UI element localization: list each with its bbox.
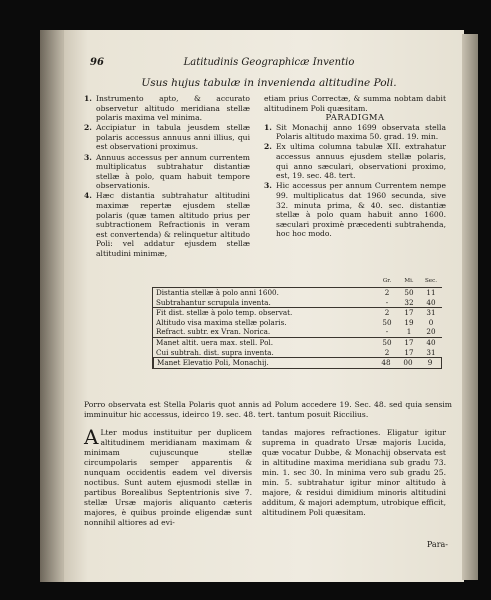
left-column	[84, 94, 250, 259]
porro-paragraph: Porro observata est Stella Polaris quot annis ad Polum accedere 19. Sec. 48. sed quia sensim imminuitur hic accessus, ideirco 19. sec. 48. tert. tantum posuit Riccilius.	[84, 400, 452, 419]
right-column	[264, 94, 446, 239]
right-intro: etiam prius Correctæ, & summa nobtam dabit altitudinem Poli quæsitam.	[264, 94, 446, 113]
table-row: Manet altit. uera max. stell. Pol. 50 17 40	[152, 337, 442, 348]
list-item: 2. Ex ultima columna tabulæ XII. extrahatur accessus annuus ejusdem stellæ polaris, qui anno sæculari, observationi proximo, est, 19. sec. 48. tert.	[264, 142, 446, 181]
running-title: Latitudinis Geographicæ Inventio	[183, 57, 355, 68]
catchword: Para-	[426, 540, 448, 549]
list-item: 4. Hæc distantia subtrahatur altitudini maximæ repertæ ejusdem stellæ polaris (quæ tamen altitudo prius per subtractionem Refractionis in veram est convertenda) & relinquetur altitudo Poli: vel addatur ejusdem stellæ altitudini minimæ,	[84, 191, 250, 258]
table-row-result: Manet Elevatio Poli, Monachij. 48 00 9	[152, 357, 442, 369]
section-title: Usus hujus tabulæ in invenienda altitudine Poli.	[141, 77, 397, 89]
table-row: Cui subtrah. dist. supra inventa. 2 17 31	[152, 348, 442, 358]
alter-left-column	[84, 425, 252, 528]
page-header	[90, 57, 448, 73]
drop-cap: A	[84, 425, 99, 449]
paradigma-heading: PARADIGMA	[325, 112, 385, 123]
table-row: Refract. subtr. ex Vran. Norica. - 1 20	[152, 327, 442, 337]
table-header: Gr. Mi. Sec.	[382, 278, 438, 284]
list-item: 1. Sit Monachij anno 1699 observata stella Polaris altitudo maxima 50. grad. 19. min.	[264, 122, 446, 142]
list-item: 2. Accipiatur in tabula jeusdem stellæ polaris accessus annuus anni illius, qui est observationi proximus.	[84, 123, 250, 152]
table-row: Distantia stellæ à polo anni 1600. 2 50 11	[152, 287, 442, 298]
calculation-table	[152, 278, 442, 369]
alter-right-column: tandas majores refractiones. Eligatur igitur suprema in quadrato Ursæ majoris Lucida, quæ vocatur Dubbe, & Monachij observata est in altitudine maxima meridiana sub gradu 73. min. 1. sec 30. In minima vero sub gradu 25. min. 5. subtrahatur igitur minor altitudo à majore, & residui dimidium minoris altitudini additum, & majori ademptum, utrobique efficit, altitudinem Poli quæsitam.	[262, 428, 446, 517]
list-item: 3. Hic accessus per annum Currentem nempe 99. multiplicatus dat 1960 secunda, sive 32. minuta prima, & 40. sec. distantiæ stellæ à polo quam habuit anno 1600. sæculari proximè præcedenti subtrahenda, hoc hoc modo.	[264, 181, 446, 239]
table-row: Fit dist. stellæ à polo temp. observat. 2 17 31	[152, 307, 442, 318]
book-page	[64, 30, 464, 582]
list-item: 1. Instrumento apto, & accurato observetur altitudo meridiana stellæ polaris maxima vel minima.	[84, 94, 250, 123]
list-item: 3. Annuus accessus per annum currentem multiplicatus subtrahatur distantiæ stellæ à polo, quam habuit tempore observationis.	[84, 152, 250, 191]
right-page-edge	[462, 34, 478, 580]
table-row: Altitudo visa maxima stellæ polaris. 50 19 0	[152, 318, 442, 328]
page-number: 96	[90, 57, 104, 68]
table-row: Subtrahantur scrupula inventa. - 32 40	[152, 298, 442, 308]
alter-left-text: Lter modus instituitur per duplicem altitudinem meridianam maximam & minimam cujuscunque stellæ circumpolaris semper apparentis & nunquam occidentis eadem vel diversis noctibus. Sunt autem ejusmodi stellæ in partibus Borealibus Septentrionis sive 7. stellæ Ursæ majoris aliquanto cæteris majores, è quibus proinde eligendæ sunt nonnihil altiores ad evi-	[84, 428, 252, 527]
